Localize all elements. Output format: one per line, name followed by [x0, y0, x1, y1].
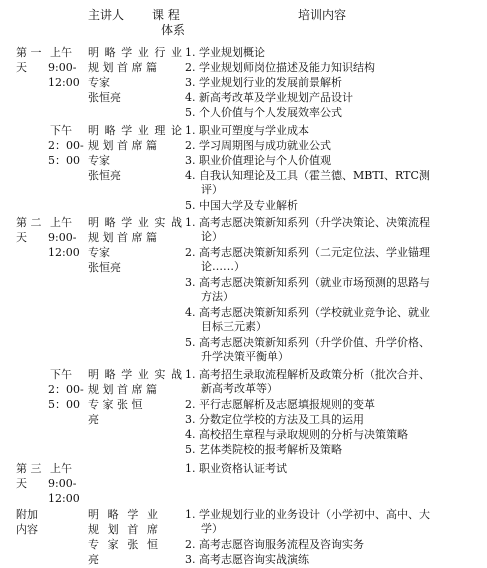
day1-am-lecturer-name: 张恒亮	[88, 91, 121, 104]
day2-am-item: 3. 高考志愿决策新知系列（就业市场预测的思路与	[185, 276, 430, 289]
extra-system-line3: 专 家 张 恒	[88, 538, 158, 551]
day1-am-lecturer: 专家	[88, 76, 110, 89]
extra-item: 2. 高考志愿咨询服务流程及咨询实务	[185, 538, 364, 551]
extra-system-line1: 明 略 学 业	[88, 508, 158, 521]
day2-pm-item: 1. 高考招生录取流程解析及政策分析（批次合并、	[185, 368, 430, 381]
day1-pm-lecturer: 专家	[88, 154, 110, 167]
day2-am-system-line2: 规 划 首 席 篇	[88, 231, 157, 244]
extra-system-line4: 亮	[88, 553, 99, 566]
extra-label-cont: 内容	[16, 523, 38, 536]
day1-pm-lecturer-name: 张恒亮	[88, 169, 121, 182]
day2-pm-time-end: 5：00	[48, 398, 80, 411]
day2-am-item-cont: 论）	[201, 230, 223, 243]
day2-am-item: 4. 高考志愿决策新知系列（学校就业竞争论、就业	[185, 306, 430, 319]
header-lecturer: 主讲人	[88, 8, 125, 22]
day2-pm-lecturer-cont: 亮	[88, 413, 99, 426]
day3-am-time-end: 12:00	[48, 492, 80, 505]
day2-am-item: 2. 高考志愿决策新知系列（二元定位法、学业锚理	[185, 246, 430, 259]
day2-label-cont: 天	[16, 231, 27, 244]
day2-pm-item: 3. 分数定位学校的方法及工具的运用	[185, 413, 364, 426]
day2-pm-lecturer: 专 家 张 恒	[88, 398, 143, 411]
day2-am-period: 上午	[50, 216, 72, 229]
day2-am-lecturer: 专家	[88, 246, 110, 259]
day2-pm-period: 下午	[50, 368, 72, 381]
header-content: 培训内容	[298, 8, 347, 22]
day2-pm-time-start: 2：00-	[48, 383, 84, 396]
day1-am-item: 2. 学业规划师岗位描述及能力知识结构	[185, 61, 375, 74]
day3-am-time-start: 9:00-	[48, 477, 77, 490]
day1-am-item: 3. 学业规划行业的发展前景解析	[185, 76, 342, 89]
day1-pm-time-start: 2：00-	[48, 139, 84, 152]
extra-system-line2: 规 划 首 席	[88, 523, 158, 536]
day2-pm-system-line1: 明 略 学 业 实 战	[88, 368, 182, 381]
day2-am-item-cont: 升学决策平衡单）	[201, 350, 289, 363]
day1-am-time-end: 12:00	[48, 76, 80, 89]
day3-label-cont: 天	[16, 477, 27, 490]
header-system-line1: 课 程	[152, 8, 180, 22]
day2-pm-item: 4. 高校招生章程与录取规则的分析与决策策略	[185, 428, 408, 441]
day2-am-system-line1: 明 略 学 业 实 战	[88, 216, 182, 229]
day2-am-time-start: 9:00-	[48, 231, 77, 244]
extra-item-cont: 学）	[201, 522, 223, 535]
day1-pm-item: 5. 中国大学及专业解析	[185, 199, 298, 212]
day1-pm-item: 4. 自我认知理论及工具（霍兰德、MBTI、RTC测	[185, 169, 430, 182]
day1-pm-time-end: 5：00	[48, 154, 80, 167]
day1-am-system-line2: 规 划 首 席 篇	[88, 61, 157, 74]
day2-am-time-end: 12:00	[48, 246, 80, 259]
day1-am-time-start: 9:00-	[48, 61, 77, 74]
day2-am-item-cont: 目标三元素）	[201, 320, 267, 333]
day1-am-system-line1: 明 略 学 业 行 业	[88, 46, 182, 59]
extra-item: 3. 高考志愿咨询实战演练	[185, 553, 309, 566]
extra-label: 附加	[16, 508, 38, 521]
day1-am-period: 上午	[50, 46, 72, 59]
day2-pm-system-line2: 规 划 首 席 篇	[88, 383, 157, 396]
day1-pm-item-cont: 评）	[201, 183, 223, 196]
day2-am-item-cont: 论……）	[201, 260, 245, 273]
day2-am-lecturer-name: 张恒亮	[88, 261, 121, 274]
day1-am-item: 5. 个人价值与个人发展效率公式	[185, 106, 342, 119]
day2-pm-item-cont: 新高考改革等）	[201, 382, 278, 395]
day1-pm-item: 3. 职业价值理论与个人价值观	[185, 154, 331, 167]
day1-label: 第 一	[16, 46, 42, 59]
extra-item: 1. 学业规划行业的业务设计（小学初中、高中、大	[185, 508, 430, 521]
day3-label: 第 三	[16, 462, 42, 475]
day2-am-item: 1. 高考志愿决策新知系列（升学决策论、决策流程	[185, 216, 430, 229]
day2-am-item: 5. 高考志愿决策新知系列（升学价值、升学价格、	[185, 336, 430, 349]
day1-pm-period: 下午	[50, 124, 72, 137]
day2-pm-item: 5. 艺体类院校的报考解析及策略	[185, 443, 342, 456]
day1-am-item: 1. 学业规划概论	[185, 46, 265, 59]
day3-am-period: 上午	[50, 462, 72, 475]
day1-pm-item: 1. 职业可塑度与学业成本	[185, 124, 309, 137]
day2-am-item-cont: 方法）	[201, 290, 234, 303]
day2-pm-item: 2. 平行志愿解析及志愿填报规则的变革	[185, 398, 375, 411]
day3-am-item: 1. 职业资格认证考试	[185, 462, 287, 475]
day1-label-cont: 天	[16, 61, 27, 74]
day1-pm-system-line2: 规 划 首 席 篇	[88, 139, 157, 152]
day1-am-item: 4. 新高考改革及学业规划产品设计	[185, 91, 353, 104]
header-system-line2: 体系	[161, 23, 186, 37]
day1-pm-system-line1: 明 略 学 业 理 论	[88, 124, 182, 137]
day1-pm-item: 2. 学习周期图与成功就业公式	[185, 139, 331, 152]
day2-label: 第 二	[16, 216, 42, 229]
